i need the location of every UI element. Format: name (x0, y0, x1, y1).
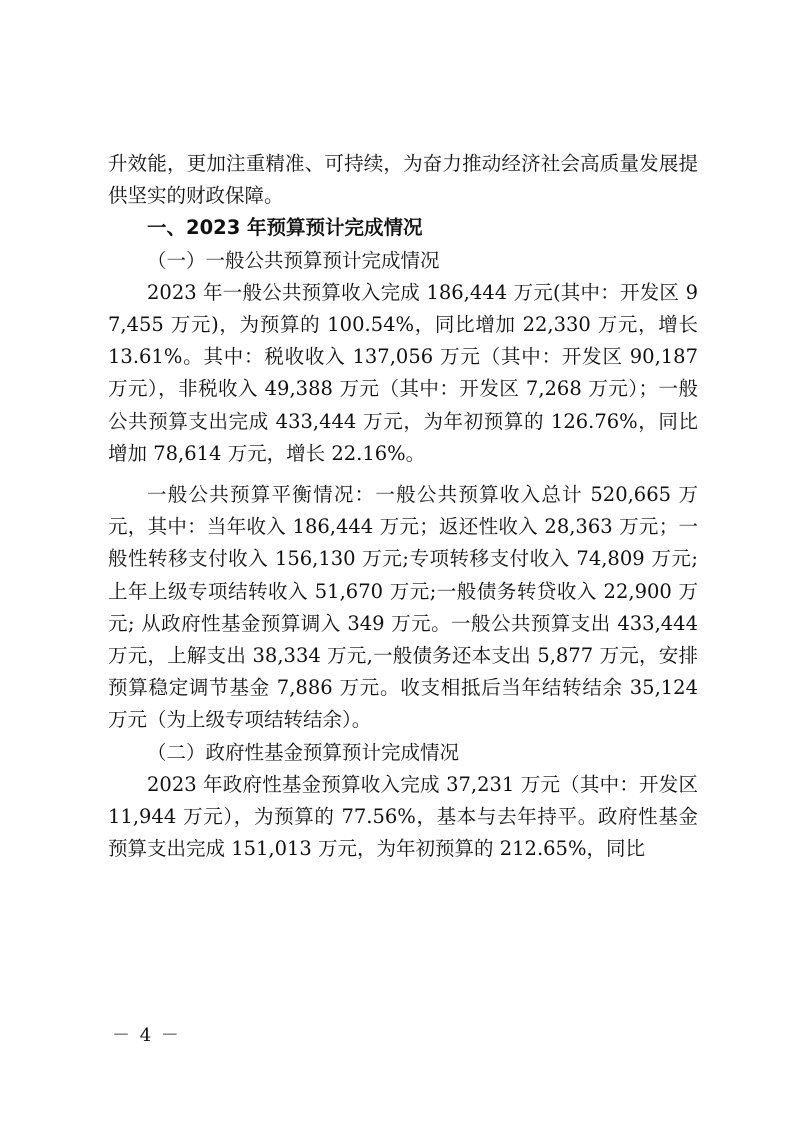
subsection-heading-general-budget: （一）一般公共预算预计完成情况 (147, 248, 440, 272)
paragraph-fund-budget-revenue: 2023 年政府性基金预算收入完成 37,231 万元（其中：开发区 11,944 万元），为预算的 77.56%，基本与去年持平。政府性基金预算支出完成 151,013 万元，为年初预算的 212.65%，同比 (108, 772, 698, 861)
subsection-heading-fund-budget: （二）政府性基金预算预计完成情况 (147, 740, 460, 764)
page-number: － 4 － (112, 1025, 181, 1046)
paragraph-general-budget-revenue: 2023 年一般公共预算收入完成 186,444 万元(其中：开发区 97,455 万元)，为预算的 100.54%，同比增加 22,330 万元，增长 13.61%。其中：税收收入 137,056 万元（其中：开发区 90,187 万元），非税收入 49,388 万元（其中：开发区 7,268 万元）；一般公共预算支出完成 433,444 万元，为年初预算的 126.76%，同比增加 78,614 万元，增长 22.16%。 (108, 280, 698, 465)
paragraph-general-budget-balance: 一般公共预算平衡情况：一般公共预算收入总计 520,665 万元，其中：当年收入 186,444 万元；返还性收入 28,363 万元；一般性转移支付收入 156,130 万元;专项转移支付收入 74,809 万元;上年上级专项结转收入 51,670 万元;一般债务转贷收入 22,900 万元; 从政府性基金预算调入 349 万元。一般公共预算支出 433,444 万元，上解支出 38,334 万元,一般债务还本支出 5,877 万元，安排预算稳定调节基金 7,886 万元。收支相抵后当年结转结余 35,124 万元（为上级专项结转结余）。 (108, 483, 698, 732)
document-body (108, 148, 698, 865)
paragraph-continuation: 升效能，更加注重精准、可持续，为奋力推动经济社会高质量发展提供坚实的财政保障。 (108, 152, 698, 208)
section-heading-2023-budget: 一、2023 年预算预计完成情况 (147, 216, 423, 240)
